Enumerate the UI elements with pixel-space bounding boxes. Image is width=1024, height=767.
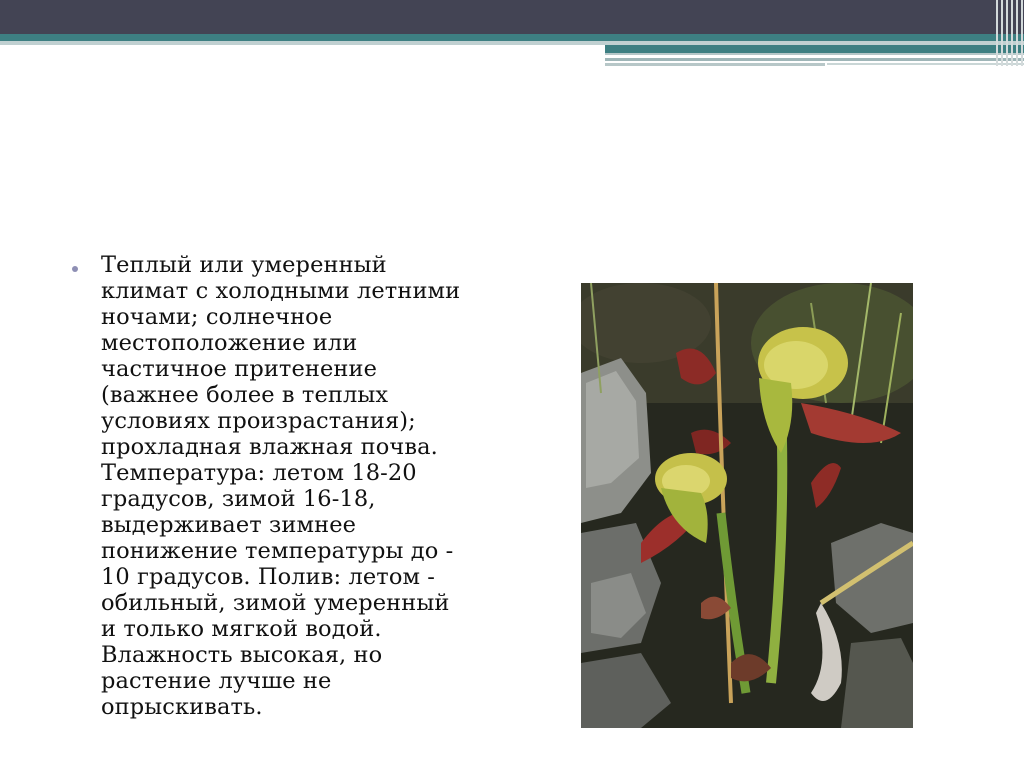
header-thin-line-short (605, 63, 825, 66)
header-thin-line (605, 58, 1024, 61)
header-bar (0, 0, 1024, 34)
bullet-text: Теплый или умеренный климат с холодными летними ночами; солнечное местоположение или частичное притенение (важнее более в теплых условиях произрастания); прохладная влажная почва. Температура: летом 18-20 градусов, зимой 16-18, выдерживает зимнее понижение температуры до - 10 градусов. Полив: летом - обильный, зимой умеренный и только мягкой водой. Влажность высокая, но растение лучше не опрыскивать. (101, 252, 461, 720)
header-accent-bar (0, 34, 1024, 41)
plant-photo (581, 283, 913, 728)
header-divider-step (605, 53, 1024, 55)
header-vertical-stripes (994, 0, 1024, 66)
header-accent-step (605, 45, 1024, 53)
bullet-dot (72, 266, 78, 272)
